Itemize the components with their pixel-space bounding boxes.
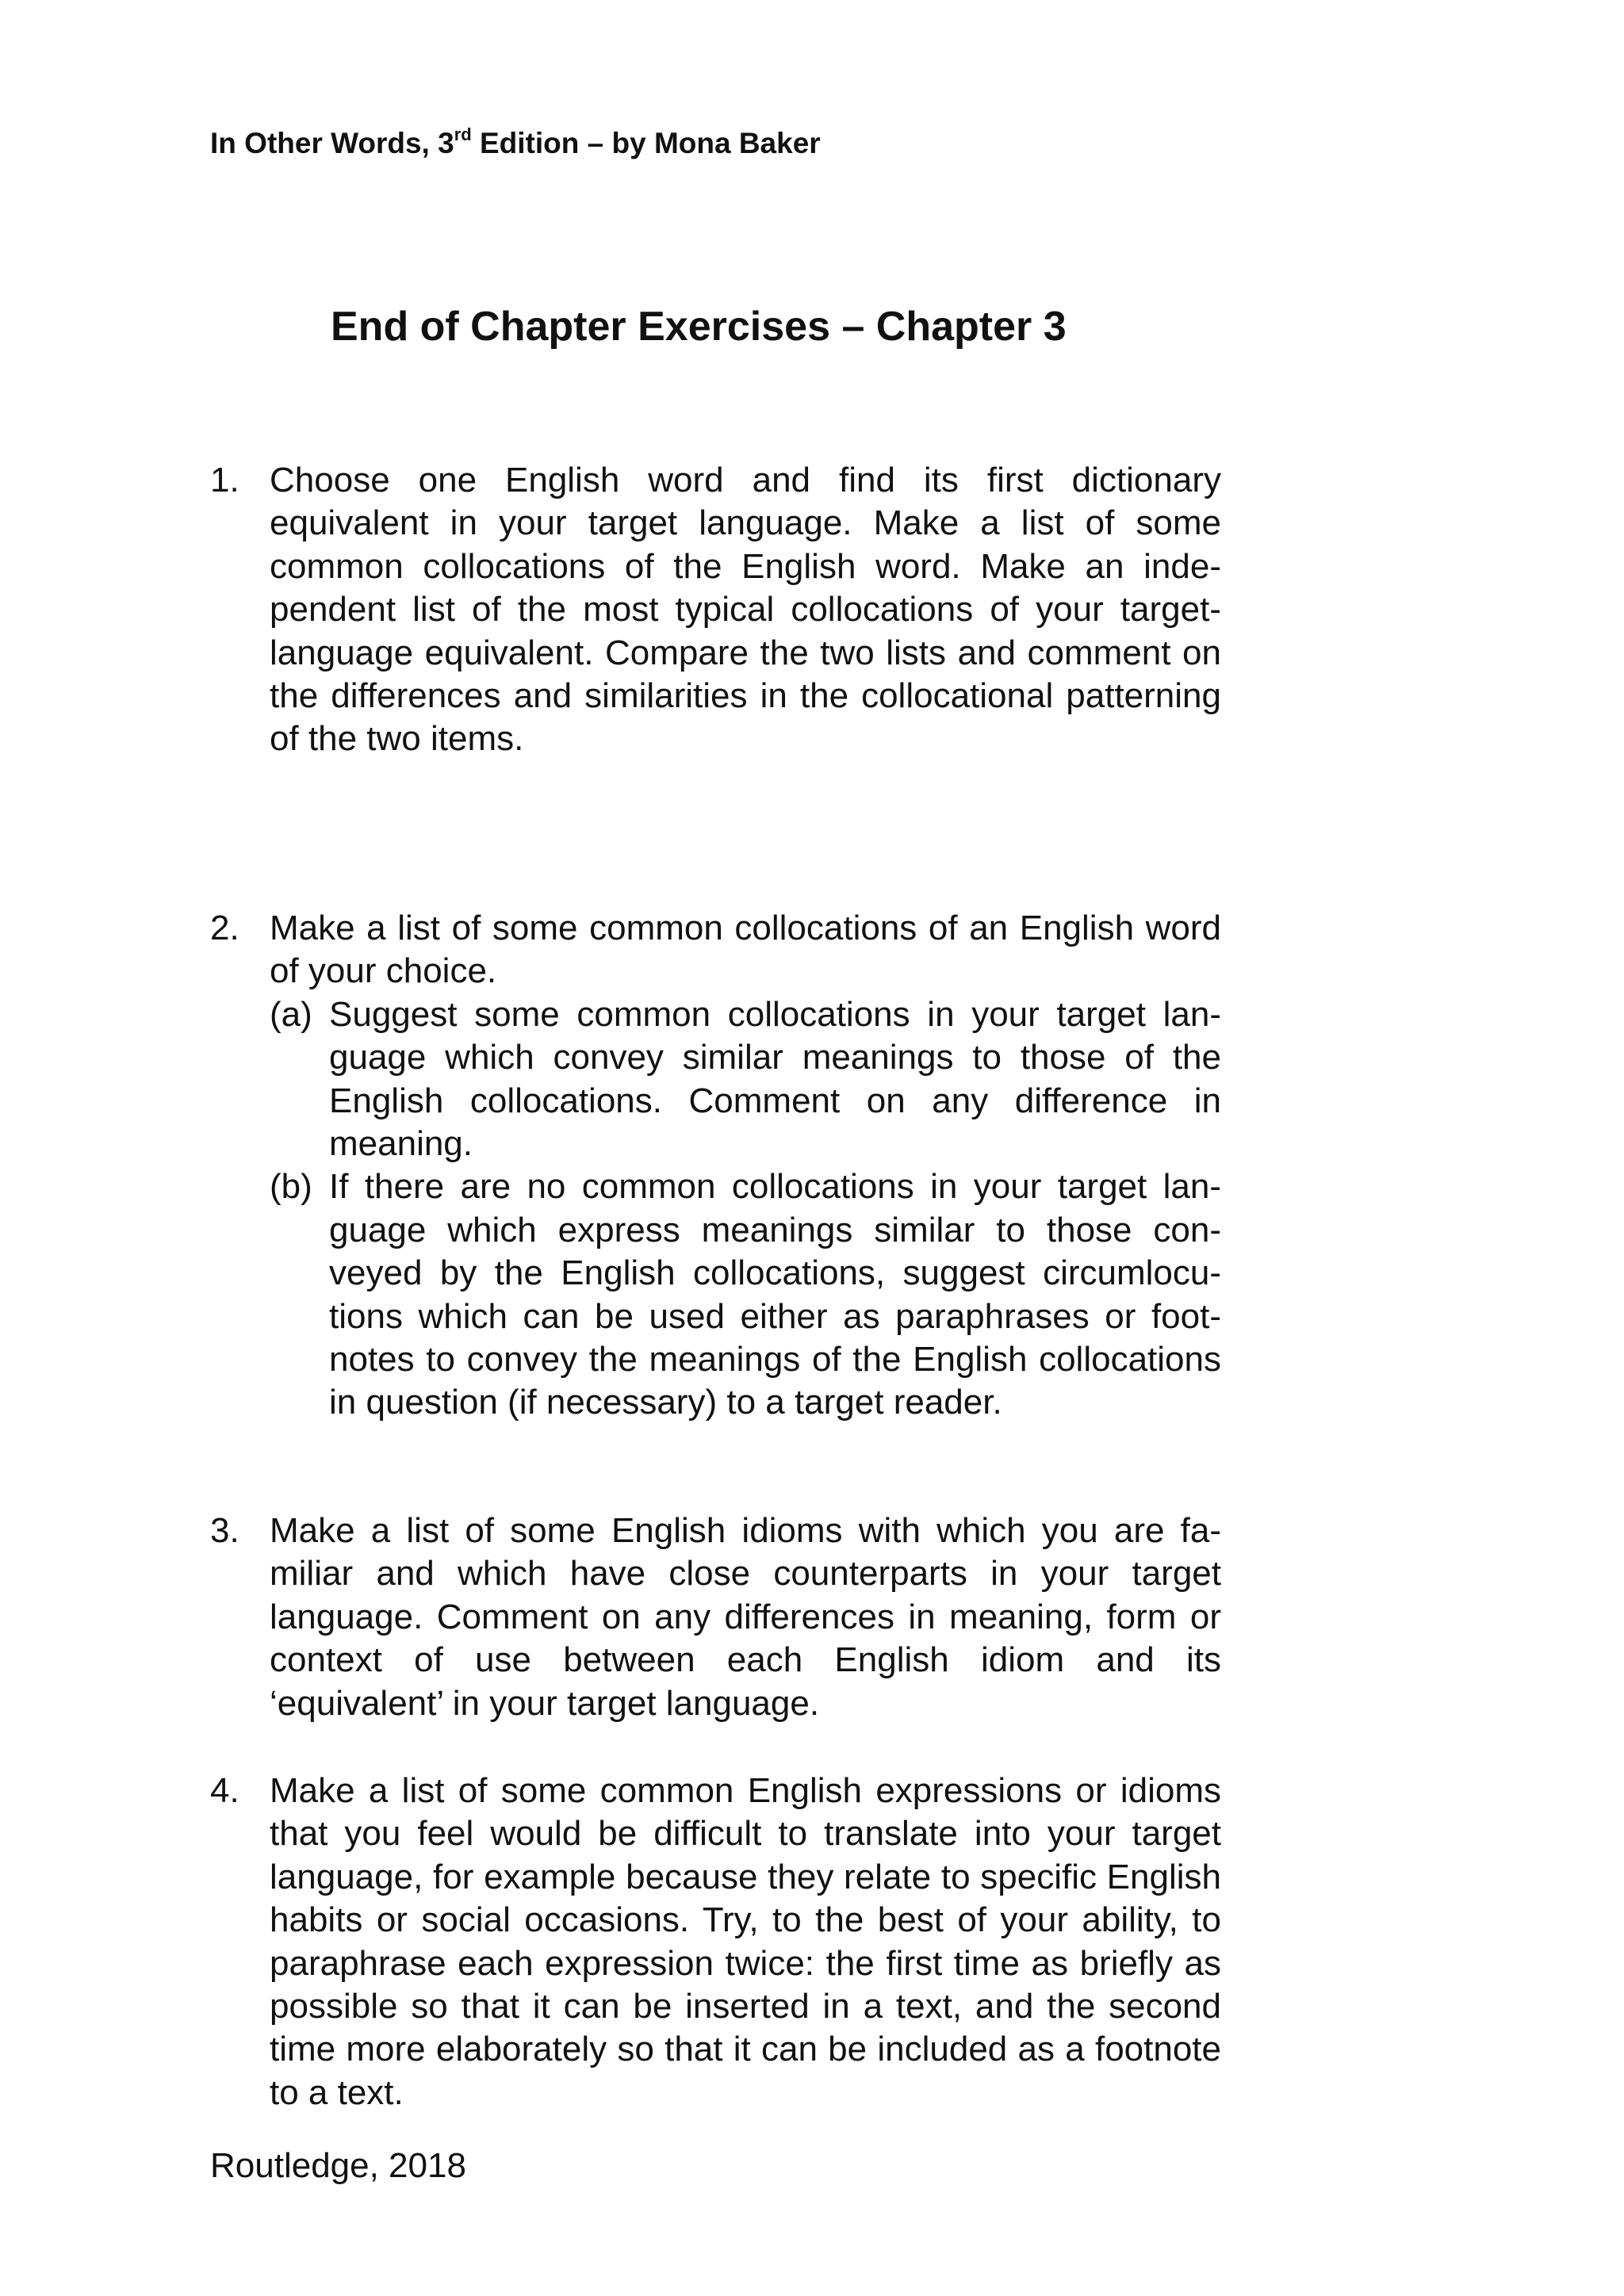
header-book-title: In Other Words, 3	[210, 127, 454, 159]
running-header	[210, 124, 821, 160]
header-edition-author: Edition – by Mona Baker	[471, 127, 821, 159]
page-footer: Routledge, 2018	[210, 2146, 466, 2185]
subitem-text: Suggest some common collocations in your target language which convey similar meanings to those of the English collocations. Comment on any difference in meaning.	[329, 994, 1221, 1164]
header-superscript: rd	[454, 124, 472, 144]
exercise-number: 2.	[210, 909, 239, 947]
exercise-2	[210, 907, 1221, 1425]
subitem-label: (b)	[270, 1167, 312, 1207]
exercise-text: Make a list of some common English expressions or idioms that you feel would be difficult to translate into your target language, for example because they relate to specific English habits or social occasions. Try, to the best of your ability, to paraphrase each expression twice: the first time as briefly as possible so that it can be inserted in a text, and the second time more elaborately so that it can be included as a footnote to a text.	[270, 1771, 1221, 2112]
page-title: End of Chapter Exercises – Chapter 3	[331, 304, 1067, 350]
exercise-text: Make a list of some common collocations of an English word of your choice.	[270, 909, 1221, 991]
exercise-4	[210, 1770, 1221, 2114]
exercise-number: 4.	[210, 1771, 239, 1810]
exercise-1	[210, 459, 1221, 761]
exercise-number: 1.	[210, 461, 239, 499]
exercise-number: 3.	[210, 1511, 239, 1550]
exercise-text: Choose one English word and find its first dictionary equivalent in your target language. Make a list of some common collocations of the English word. Make an independent list of the most typical collocations of your target-language equivalent. Compare the two lists and comment on the differences and similarities in the collocational patterning of the two items.	[270, 461, 1221, 759]
exercise-subitem-b	[270, 1165, 1221, 1424]
exercise-subitem-a	[270, 993, 1221, 1166]
subitem-text: If there are no common collocations in your target language which express meanings similar to those conveyed by the English collocations, suggest circumlocutions which can be used either as paraphrases or footnotes to convey the meanings of the English collocations in question (if necessary) to a target reader.	[329, 1167, 1221, 1422]
exercise-3	[210, 1510, 1221, 1725]
exercise-text: Make a list of some English idioms with which you are familiar and which have close counterparts in your target language. Comment on any differences in meaning, form or context of use between each English idiom and its ‘equivalent’ in your target language.	[270, 1511, 1221, 1723]
subitem-label: (a)	[270, 994, 312, 1034]
